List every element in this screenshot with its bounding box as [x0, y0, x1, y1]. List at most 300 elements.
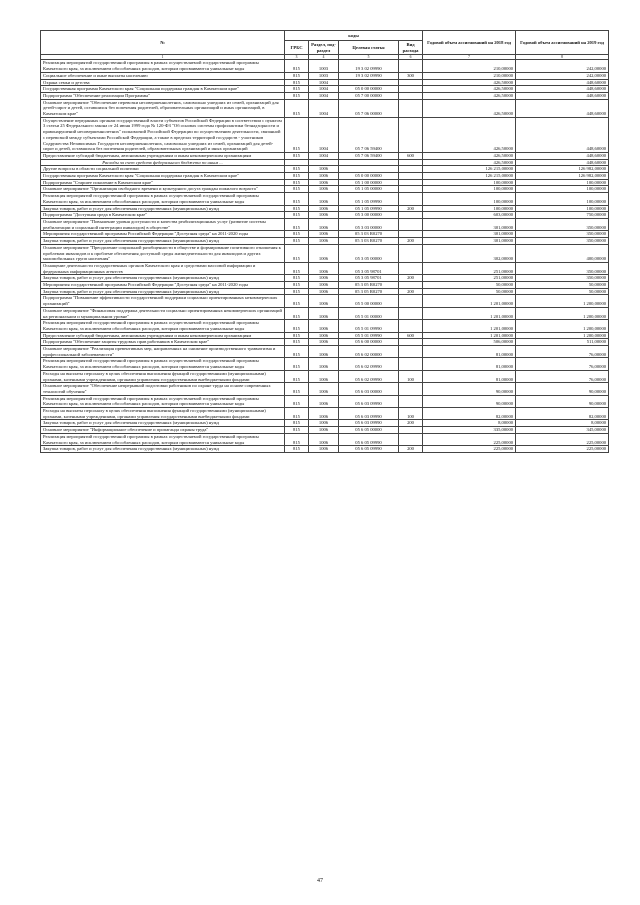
row-expense-type [399, 193, 423, 205]
row-razdel: 1006 [309, 282, 339, 289]
row-description: Реализация мероприятий государственной программы в рамках осуществляемой государственной программы Камчатского края, за исключением обособленных расходов, которым присваиваются уникальные коды [41, 60, 285, 72]
row-description: Подпрограмма "Обеспечение реализации Программы" [41, 92, 285, 99]
row-expense-type [399, 179, 423, 186]
row-expense-type [399, 307, 423, 319]
row-description: Государственная программа Камчатского края "Социальная поддержка граждан в Камчатском крае" [41, 173, 285, 180]
row-razdel: 1006 [309, 179, 339, 186]
row-grbs: 815 [285, 307, 309, 319]
row-expense-type [399, 159, 423, 166]
row-target-article: 05 6 02 09990 [339, 358, 399, 370]
row-expense-type [399, 339, 423, 346]
row-description: Основное мероприятие "Реализация превентивных мер, направленных на снижение производственного травматизма и профессиональной заболеваемости" [41, 346, 285, 358]
row-description: Осуществление переданных органам государственной власти субъектов Российской Федерации в соответствии с пунктом 3 статьи 25 Федерального закона от 24 июня 1999 года № 120-ФЗ "Об основах системы профилактики безнадзорности и правонарушений несовершеннолетних" полномочий Российской Федерации по осуществлению деятельности, связанной с перевозкой между субъектами Российской Федерации, а также в пределах территорий государств - участников Содружества Независимых Государств несовершеннолетних, самовольно ушедших из семей, организаций для детей-сирот и детей, оставшихся без попечения родителей, образовательных организаций и иных организаций [41, 117, 285, 152]
row-razdel: 1006 [309, 218, 339, 230]
col-number: 8 [516, 55, 609, 60]
row-amount-2018: 100,00000 [423, 193, 516, 205]
row-expense-type: 100 [399, 370, 423, 382]
row-razdel: 1006 [309, 186, 339, 193]
row-target-article [339, 166, 399, 173]
row-amount-2018: 50,00000 [423, 288, 516, 295]
row-expense-type [399, 186, 423, 193]
row-amount-2018: 126 215,00000 [423, 173, 516, 180]
row-razdel: 1006 [309, 173, 339, 180]
header-vr: Вид расхода [399, 41, 423, 55]
row-amount-2019: 350,00000 [516, 262, 609, 274]
row-target-article: 05 3 03 00000 [339, 218, 399, 230]
row-description: Расходы за счет средств федерального бюджета по иным ... [41, 159, 285, 166]
row-target-article: 05 3 03 R0270 [339, 238, 399, 245]
table-row [41, 159, 609, 166]
row-description: Подпрограмма "Повышение эффективности государственной поддержки социально ориентированных некоммерческих организаций" [41, 295, 285, 307]
row-amount-2018: 426,50000 [423, 92, 516, 99]
table-row [41, 72, 609, 79]
row-expense-type [399, 117, 423, 152]
row-description: Мероприятия государственной программы Российской Федерации "Доступная среда" на 2011-2020 годы [41, 231, 285, 238]
row-grbs: 815 [285, 60, 309, 72]
row-amount-2019: 242,00000 [516, 72, 609, 79]
header-2019: Годовой объем ассигнований на 2019 год [516, 31, 609, 55]
row-razdel: 1003 [309, 60, 339, 72]
row-amount-2019: 448,60000 [516, 159, 609, 166]
row-target-article: 05 6 03 09990 [339, 408, 399, 420]
row-amount-2018: 225,00000 [423, 446, 516, 453]
row-description: Основное мероприятие "Организация свободного времени и культурного досуга граждан пожилого возраста" [41, 186, 285, 193]
row-description: Расходы на выплаты персоналу в целях обеспечения выполнения функций государственными (муниципальными) органами, казенными учреждениями, органами управления государственными внебюджетными фондами [41, 408, 285, 420]
table-row [41, 275, 609, 282]
table-row [41, 238, 609, 245]
row-target-article: 05 5 00 00000 [339, 295, 399, 307]
row-grbs: 815 [285, 231, 309, 238]
row-amount-2018: 251,00000 [423, 275, 516, 282]
row-amount-2018: 1 201,00000 [423, 332, 516, 339]
row-razdel: 1006 [309, 346, 339, 358]
row-amount-2019: 350,00000 [516, 218, 609, 230]
row-grbs: 815 [285, 420, 309, 427]
row-amount-2018: 81,00000 [423, 370, 516, 382]
row-amount-2019: 448,60000 [516, 152, 609, 159]
row-grbs: 815 [285, 433, 309, 445]
row-amount-2018: 506,00000 [423, 339, 516, 346]
row-razdel: 1006 [309, 307, 339, 319]
row-amount-2019: 100,00000 [516, 179, 609, 186]
table-row [41, 60, 609, 72]
row-expense-type [399, 395, 423, 407]
row-amount-2019: 345,00000 [516, 427, 609, 434]
table-row [41, 346, 609, 358]
row-amount-2018: 335,00000 [423, 427, 516, 434]
row-description: Закупка товаров, работ и услуг для обеспечения государственных (муниципальных) нужд [41, 446, 285, 453]
row-expense-type: 200 [399, 238, 423, 245]
row-expense-type [399, 92, 423, 99]
row-grbs: 815 [285, 244, 309, 262]
table-header [41, 31, 609, 60]
row-target-article: 05 0 00 00000 [339, 173, 399, 180]
row-target-article: 19 3 02 09990 [339, 60, 399, 72]
table-row [41, 262, 609, 274]
row-description: Реализация мероприятий государственной программы в рамках осуществляемой государственной программы Камчатского края, за исключением обособленных расходов, которым присваиваются уникальные коды [41, 320, 285, 332]
table-row [41, 332, 609, 339]
row-razdel: 1006 [309, 395, 339, 407]
table-row [41, 307, 609, 319]
row-target-article [339, 159, 399, 166]
row-description: Закупка товаров, работ и услуг для обеспечения государственных (муниципальных) нужд [41, 288, 285, 295]
row-amount-2019: 76,00000 [516, 346, 609, 358]
row-razdel: 1004 [309, 117, 339, 152]
header-codes: коды [285, 31, 423, 41]
row-amount-2019: 350,00000 [516, 231, 609, 238]
row-amount-2018: 426,50000 [423, 86, 516, 93]
row-amount-2018: 100,00000 [423, 179, 516, 186]
row-amount-2019: 448,60000 [516, 117, 609, 152]
row-razdel: 1006 [309, 332, 339, 339]
col-number: 3 [285, 55, 309, 60]
row-razdel: 1006 [309, 339, 339, 346]
row-target-article: 05 6 02 09990 [339, 370, 399, 382]
row-grbs: 815 [285, 92, 309, 99]
row-razdel: 1006 [309, 320, 339, 332]
row-target-article: 05 7 00 00000 [339, 92, 399, 99]
table-row [41, 186, 609, 193]
row-amount-2019: 225,00000 [516, 446, 609, 453]
row-amount-2018: 301,00000 [423, 231, 516, 238]
table-row [41, 86, 609, 93]
row-amount-2019: 448,60000 [516, 79, 609, 86]
row-target-article [339, 79, 399, 86]
row-expense-type: 600 [399, 152, 423, 159]
row-amount-2019: 448,60000 [516, 92, 609, 99]
row-amount-2019: 50,00000 [516, 288, 609, 295]
row-grbs: 815 [285, 320, 309, 332]
row-expense-type [399, 262, 423, 274]
row-amount-2018: 210,00000 [423, 72, 516, 79]
row-grbs: 815 [285, 332, 309, 339]
col-number: 4 [309, 55, 339, 60]
row-grbs: 815 [285, 339, 309, 346]
row-amount-2018: 90,00000 [423, 383, 516, 395]
header-cs: Целевая статья [339, 41, 399, 55]
row-grbs: 815 [285, 446, 309, 453]
row-amount-2018: 301,00000 [423, 238, 516, 245]
row-target-article: 05 1 00 00000 [339, 179, 399, 186]
row-grbs: 815 [285, 79, 309, 86]
row-expense-type [399, 346, 423, 358]
row-target-article: 05 1 05 09990 [339, 205, 399, 212]
row-expense-type [399, 231, 423, 238]
row-expense-type [399, 212, 423, 219]
table-row [41, 205, 609, 212]
row-amount-2019: 100,00000 [516, 193, 609, 205]
row-amount-2019: 1 200,00000 [516, 320, 609, 332]
row-amount-2018: 1 201,00000 [423, 320, 516, 332]
table-row [41, 218, 609, 230]
row-razdel: 1004 [309, 92, 339, 99]
table-row [41, 420, 609, 427]
row-amount-2019: 448,60000 [516, 86, 609, 93]
row-expense-type: 100 [399, 408, 423, 420]
row-razdel: 1006 [309, 231, 339, 238]
row-razdel: 1006 [309, 205, 339, 212]
row-razdel: 1006 [309, 244, 339, 262]
row-amount-2019: 8,00000 [516, 420, 609, 427]
row-target-article: 05 3 00 00000 [339, 212, 399, 219]
row-expense-type [399, 79, 423, 86]
row-description: Социальное обеспечение и иные выплаты населению [41, 72, 285, 79]
table-row [41, 427, 609, 434]
row-grbs: 815 [285, 72, 309, 79]
row-description: Предоставление субсидий бюджетным, автономным учреждениям и иным некоммерческим организациям [41, 152, 285, 159]
table-row [41, 446, 609, 453]
row-grbs: 815 [285, 383, 309, 395]
header-num: № [41, 31, 285, 55]
header-razdel: Раздел, под-раздел [309, 41, 339, 55]
row-target-article: 05 7 06 00000 [339, 99, 399, 117]
row-grbs: 815 [285, 166, 309, 173]
table-row [41, 408, 609, 420]
row-expense-type: 200 [399, 446, 423, 453]
row-expense-type [399, 218, 423, 230]
row-grbs: 815 [285, 186, 309, 193]
page-number: 47 [317, 878, 323, 884]
row-expense-type: 300 [399, 72, 423, 79]
row-description: Основное мероприятие "Финансовая поддержка деятельности социально ориентированных некоммерческих организаций на региональном и муниципальном уровне" [41, 307, 285, 319]
row-amount-2019: 350,00000 [516, 238, 609, 245]
row-amount-2018: 426,50000 [423, 117, 516, 152]
row-grbs: 815 [285, 238, 309, 245]
row-amount-2018: 251,00000 [423, 262, 516, 274]
table-row [41, 395, 609, 407]
table-row [41, 295, 609, 307]
col-number: 1 [41, 55, 285, 60]
row-razdel: 1006 [309, 370, 339, 382]
table-row [41, 282, 609, 289]
row-amount-2018: 225,00000 [423, 433, 516, 445]
row-razdel: 1006 [309, 275, 339, 282]
row-amount-2018: 81,00000 [423, 358, 516, 370]
row-description: Основное мероприятие "Обеспечение перевозки несовершеннолетних, самовольно ушедших из семей, организаций для детей-сирот и детей, оставшихся без попечения родителей, образовательных организаций и иных организаций, в Камчатском крае" [41, 99, 285, 117]
col-number: 5 [339, 55, 399, 60]
row-expense-type [399, 282, 423, 289]
row-target-article: 05 6 03 09990 [339, 420, 399, 427]
row-grbs: 815 [285, 288, 309, 295]
row-expense-type [399, 60, 423, 72]
row-amount-2019: 82,00000 [516, 408, 609, 420]
row-description: Основное мероприятие "Повышение уровня доступности и качества реабилитационных услуг (развитие системы реабилитации и социальной интеграции инвалидов) в обществе" [41, 218, 285, 230]
budget-table [40, 30, 609, 453]
row-target-article: 05 6 03 00000 [339, 383, 399, 395]
row-amount-2019: 1 200,00000 [516, 332, 609, 339]
row-amount-2018: 426,50000 [423, 79, 516, 86]
row-target-article: 05 6 02 00000 [339, 346, 399, 358]
row-amount-2019: 350,00000 [516, 275, 609, 282]
row-razdel: 1006 [309, 433, 339, 445]
row-target-article: 05 5 01 00000 [339, 307, 399, 319]
table-row [41, 79, 609, 86]
row-description: Расходы на выплаты персоналу в целях обеспечения выполнения функций государственными (муниципальными) органами, казенными учреждениями, органами управления государственными внебюджетными фондами [41, 370, 285, 382]
row-target-article: 05 6 05 09990 [339, 433, 399, 445]
table-row [41, 358, 609, 370]
row-expense-type [399, 427, 423, 434]
row-grbs: 815 [285, 212, 309, 219]
row-grbs: 815 [285, 408, 309, 420]
row-description: Подпрограмма "Старшее поколение в Камчатском крае" [41, 179, 285, 186]
row-description: Закупка товаров, работ и услуг для обеспечения государственных (муниципальных) нужд [41, 275, 285, 282]
row-amount-2019: 1 200,00000 [516, 295, 609, 307]
row-description: Закупка товаров, работ и услуг для обеспечения государственных (муниципальных) нужд [41, 420, 285, 427]
row-grbs: 815 [285, 117, 309, 152]
table-row [41, 99, 609, 117]
row-grbs: 815 [285, 275, 309, 282]
row-amount-2018: 426,50000 [423, 152, 516, 159]
header-2018: Годовой объем ассигнований на 2018 год [423, 31, 516, 55]
row-amount-2019: 126 982,00000 [516, 166, 609, 173]
row-amount-2018: 426,50000 [423, 99, 516, 117]
row-target-article: 05 3 05 00000 [339, 244, 399, 262]
row-expense-type [399, 295, 423, 307]
row-description: Государственная программа Камчатского края "Социальная поддержка граждан в Камчатском крае" [41, 86, 285, 93]
row-razdel: 1004 [309, 79, 339, 86]
row-expense-type [399, 244, 423, 262]
row-expense-type: 200 [399, 205, 423, 212]
table-row [41, 231, 609, 238]
row-description: Охрана семьи и детства [41, 79, 285, 86]
row-target-article: 05 5 01 09990 [339, 332, 399, 339]
row-description: Основное мероприятие "Информационное обеспечение и пропаганда охраны труда" [41, 427, 285, 434]
row-grbs: 815 [285, 346, 309, 358]
row-target-article: 05 6 03 09990 [339, 395, 399, 407]
row-grbs: 815 [285, 282, 309, 289]
table-row [41, 193, 609, 205]
row-razdel: 1006 [309, 295, 339, 307]
table-row [41, 244, 609, 262]
row-razdel: 1004 [309, 152, 339, 159]
table-row [41, 383, 609, 395]
row-amount-2019: 448,60000 [516, 99, 609, 117]
row-target-article: 05 3 05 98701 [339, 262, 399, 274]
row-razdel: 1004 [309, 99, 339, 117]
row-description: Мероприятия государственной программы Российской Федерации "Доступная среда" на 2011-2020 годы [41, 282, 285, 289]
row-target-article: 05 6 05 09990 [339, 446, 399, 453]
row-expense-type [399, 166, 423, 173]
row-amount-2018: 301,00000 [423, 218, 516, 230]
row-target-article: 05 6 05 00000 [339, 427, 399, 434]
row-grbs: 815 [285, 358, 309, 370]
row-target-article: 05 3 05 98701 [339, 275, 399, 282]
row-grbs: 815 [285, 193, 309, 205]
row-target-article: 05 1 05 00000 [339, 186, 399, 193]
row-expense-type [399, 320, 423, 332]
row-target-article: 05 7 06 59400 [339, 152, 399, 159]
table-row [41, 117, 609, 152]
row-target-article: 19 3 02 09990 [339, 72, 399, 79]
row-razdel: 1006 [309, 358, 339, 370]
row-razdel: 1006 [309, 446, 339, 453]
table-row [41, 288, 609, 295]
row-expense-type: 200 [399, 275, 423, 282]
row-grbs: 815 [285, 395, 309, 407]
row-grbs: 815 [285, 218, 309, 230]
row-grbs: 815 [285, 205, 309, 212]
row-grbs: 815 [285, 99, 309, 117]
row-razdel: 1006 [309, 193, 339, 205]
row-razdel: 1003 [309, 72, 339, 79]
row-razdel: 1006 [309, 383, 339, 395]
row-target-article: 05 3 05 R0270 [339, 282, 399, 289]
row-amount-2018: 1 201,00000 [423, 295, 516, 307]
table-row [41, 152, 609, 159]
row-razdel: 1006 [309, 408, 339, 420]
row-razdel: 1004 [309, 86, 339, 93]
row-description: Основное мероприятие "Преодоление социальной разобщенности в обществе и формирование позитивного отношения к проблемам инвалидов и к проблеме обеспечения доступной среды жизнедеятельности для инвалидов и других маломобильных групп населения" [41, 244, 285, 262]
row-razdel: 1006 [309, 420, 339, 427]
row-grbs: 815 [285, 295, 309, 307]
row-razdel: 1006 [309, 262, 339, 274]
row-razdel: 1006 [309, 288, 339, 295]
row-grbs: 815 [285, 173, 309, 180]
row-amount-2018: 210,00000 [423, 60, 516, 72]
header-grbs: ГРБС [285, 41, 309, 55]
row-amount-2019: 76,00000 [516, 358, 609, 370]
row-amount-2019: 750,00000 [516, 212, 609, 219]
row-description: Другие вопросы в области социальной политики [41, 166, 285, 173]
row-amount-2018: 302,00000 [423, 244, 516, 262]
table-row [41, 339, 609, 346]
row-grbs: 815 [285, 427, 309, 434]
row-amount-2018: 126 215,00000 [423, 166, 516, 173]
table-row [41, 370, 609, 382]
row-amount-2019: 126 982,00000 [516, 173, 609, 180]
table-row [41, 173, 609, 180]
row-target-article: 05 7 06 59400 [339, 117, 399, 152]
row-amount-2018: 426,50000 [423, 159, 516, 166]
row-amount-2019: 511,00000 [516, 339, 609, 346]
row-expense-type: 200 [399, 288, 423, 295]
row-description: Реализация мероприятий государственной программы в рамках осуществляемой государственной программы Камчатского края, за исключением обособленных расходов, которым присваиваются уникальные коды [41, 358, 285, 370]
row-amount-2019: 90,00000 [516, 383, 609, 395]
row-description: Реализация мероприятий государственной программы в рамках осуществляемой государственной программы Камчатского края, за исключением обособленных расходов, которым присваиваются уникальные коды [41, 193, 285, 205]
row-grbs: 815 [285, 152, 309, 159]
row-amount-2019: 76,00000 [516, 370, 609, 382]
row-expense-type [399, 173, 423, 180]
row-amount-2018: 50,00000 [423, 282, 516, 289]
row-expense-type: 200 [399, 420, 423, 427]
row-expense-type: 600 [399, 332, 423, 339]
row-description: Подпрограмма "Обеспечение защиты трудовых прав работников в Камчатском крае" [41, 339, 285, 346]
table-row [41, 433, 609, 445]
row-razdel: 1006 [309, 212, 339, 219]
row-razdel [309, 159, 339, 166]
row-expense-type [399, 86, 423, 93]
row-expense-type [399, 383, 423, 395]
row-target-article: 05 3 05 R0270 [339, 288, 399, 295]
document-page [40, 30, 608, 453]
row-expense-type [399, 358, 423, 370]
row-description: Закупка товаров, работ и услуг для обеспечения государственных (муниципальных) нужд [41, 205, 285, 212]
table-row [41, 320, 609, 332]
row-amount-2018: 603,00000 [423, 212, 516, 219]
row-description: Подпрограмма "Доступная среда в Камчатском крае" [41, 212, 285, 219]
row-description: Реализация мероприятий государственной программы в рамках осуществляемой государственной программы Камчатского края, за исключением обособленных расходов, которым присваиваются уникальные коды [41, 395, 285, 407]
col-number: 7 [423, 55, 516, 60]
row-description: Оснащение деятельности государственных органов Камчатского края и средствами массовой информации и федеральных информационных агентств [41, 262, 285, 274]
row-description: Реализация мероприятий государственной программы в рамках осуществляемой государственной программы Камчатского края, за исключением обособленных расходов, которым присваиваются уникальные коды [41, 433, 285, 445]
row-grbs: 815 [285, 86, 309, 93]
table-row [41, 179, 609, 186]
row-amount-2018: 1 201,00000 [423, 307, 516, 319]
row-expense-type [399, 99, 423, 117]
row-target-article: 05 0 00 00000 [339, 86, 399, 93]
row-grbs [285, 159, 309, 166]
row-amount-2019: 100,00000 [516, 186, 609, 193]
